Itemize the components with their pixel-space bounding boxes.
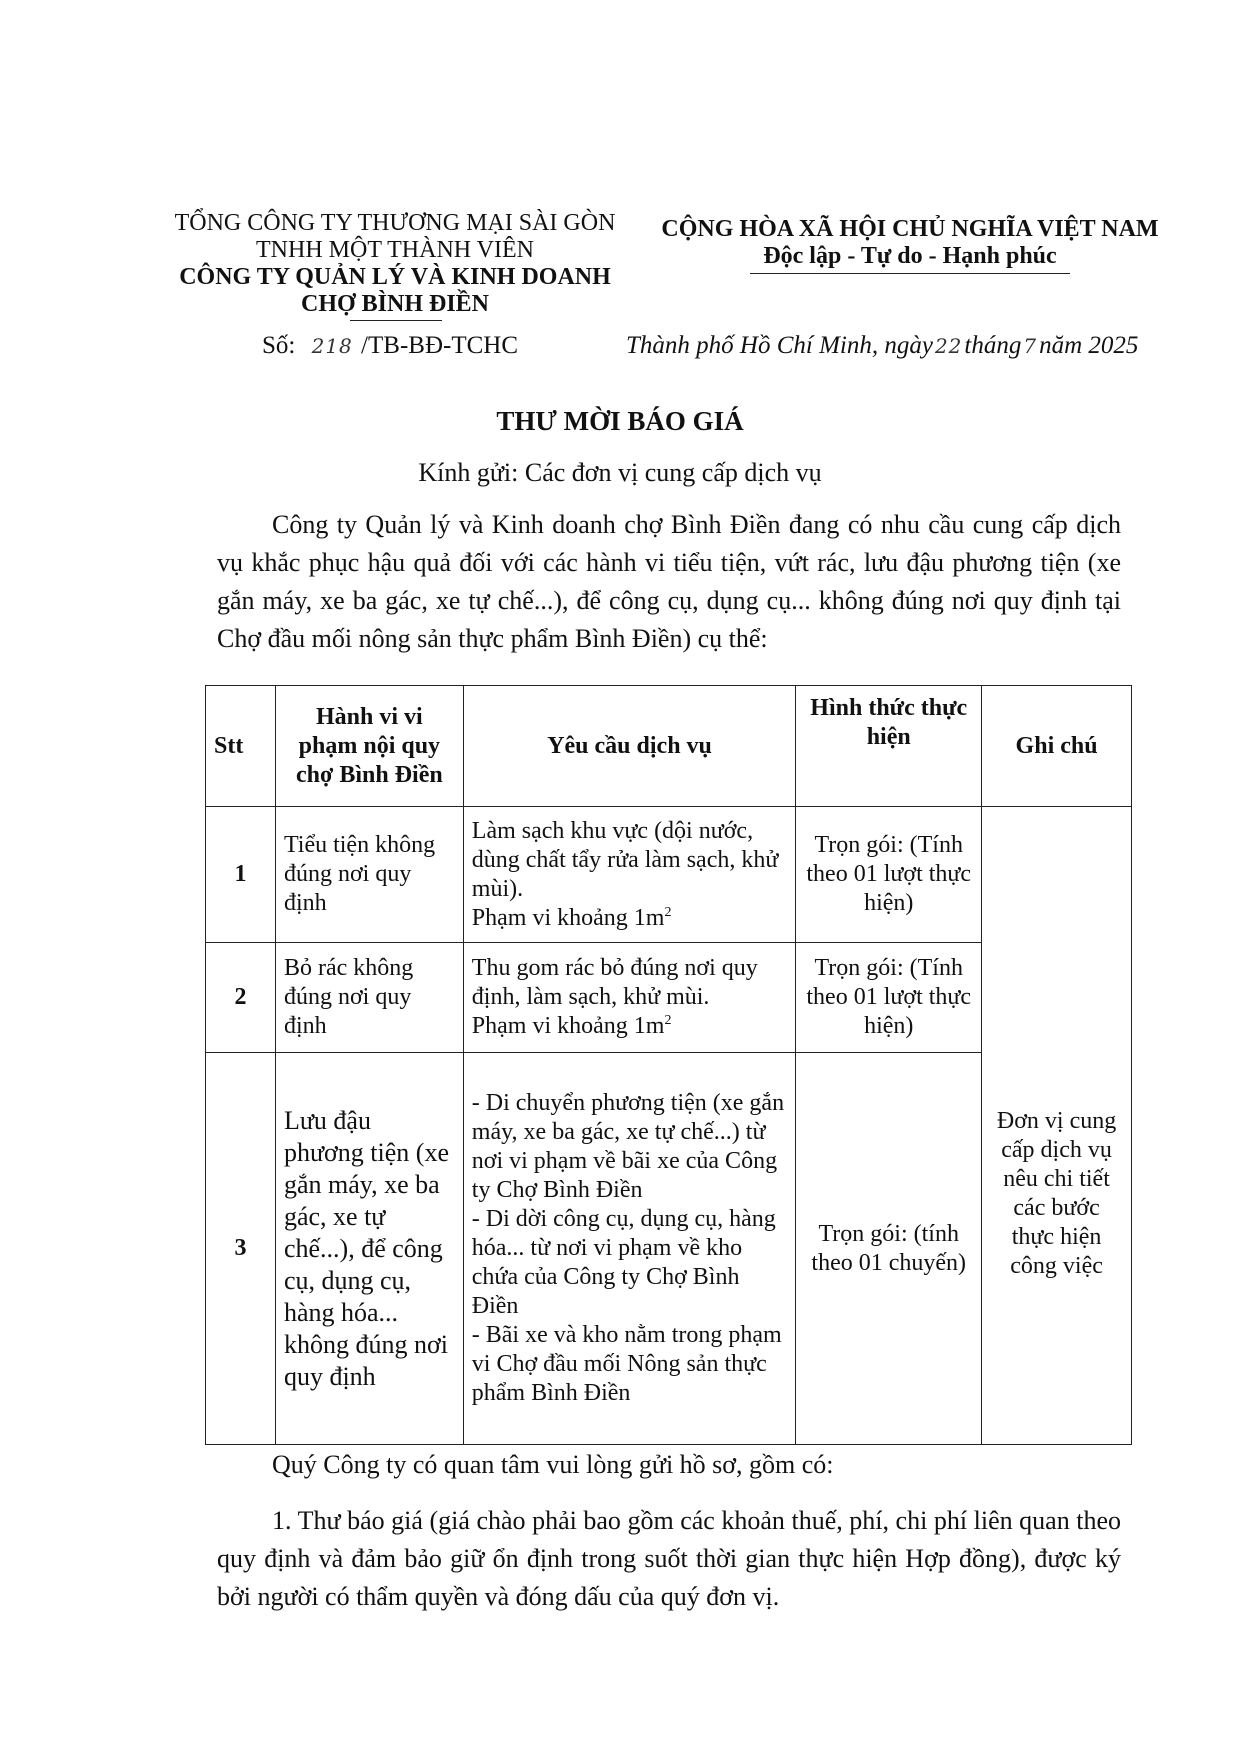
table-header-row xyxy=(206,686,1132,807)
col-header-behavior: Hành vi vi phạm nội quy chợ Bình Điền xyxy=(275,686,463,807)
org-line-2: TNHH MỘT THÀNH VIÊN xyxy=(256,237,534,263)
date-month: 7 xyxy=(1023,334,1038,358)
so-suffix: /TB-BĐ-TCHC xyxy=(361,332,518,359)
service-table xyxy=(205,685,1132,1445)
row-3-stt: 3 xyxy=(206,1053,276,1445)
row-2-form: Trọn gói: (Tính theo 01 lượt thực hiện) xyxy=(796,943,982,1053)
col-header-requirement: Yêu cầu dịch vụ xyxy=(463,686,796,807)
motto-underline xyxy=(750,273,1070,274)
row-2-requirement xyxy=(463,943,796,1053)
row-2-behavior: Bỏ rác không đúng nơi quy định xyxy=(275,943,463,1053)
document-date xyxy=(626,332,1138,360)
document-number xyxy=(262,332,518,360)
row-2-requirement-text: Thu gom rác bỏ đúng nơi quy định, làm sạch, khử mùi. xyxy=(471,955,758,1010)
col-header-form: Hình thức thực hiện xyxy=(796,686,982,807)
row-3-form: Trọn gói: (tính theo 01 chuyến) xyxy=(796,1053,982,1445)
row-3-req-line-2: - Di dời công cụ, dụng cụ, hàng hóa... từ nơi vi phạm về kho chứa của Công ty Chợ Bình Điền xyxy=(471,1206,776,1319)
org-line-1: TỔNG CÔNG TY THƯƠNG MẠI SÀI GÒN xyxy=(174,210,616,236)
row-3-behavior: Lưu đậu phương tiện (xe gắn máy, xe ba gác, xe tự chế...), để công cụ, dụng cụ, hàng hóa... không đúng nơi quy định xyxy=(275,1053,463,1445)
org-line-4: CHỢ BÌNH ĐIỀN xyxy=(300,291,490,317)
nation-motto: Độc lập - Tự do - Hạnh phúc xyxy=(763,243,1057,269)
row-1-requirement-text: Làm sạch khu vực (dội nước, dùng chất tẩy rửa làm sạch, khử mùi). xyxy=(471,817,779,902)
date-month-word: tháng xyxy=(964,332,1022,359)
row-1-scope: Phạm vi khoảng $1m^2$ xyxy=(471,904,672,931)
date-day: 22 xyxy=(934,334,963,358)
issuing-org xyxy=(160,210,630,318)
greeting: Kính gửi: Các đơn vị cung cấp dịch vụ xyxy=(418,458,822,487)
requirement-item-1: 1. Thư báo giá (giá chào phải bao gồm các khoản thuế, phí, chi phí liên quan theo quy định và đảm bảo giữ ổn định trong suốt thời gian thực hiện Hợp đồng), được ký bởi người có thẩm quyền và đóng dấu của quý đơn vị. xyxy=(217,1506,1121,1611)
row-1-form: Trọn gói: (Tính theo 01 lượt thực hiện) xyxy=(796,807,982,943)
row-1-requirement xyxy=(463,807,796,943)
row-2-scope: Phạm vi khoảng $1m^2$ xyxy=(471,1013,672,1039)
row-1-stt: 1 xyxy=(206,807,276,943)
row-3-req-line-1: - Di chuyển phương tiện (xe gắn máy, xe ba gác, xe tự chế...) từ nơi vi phạm về bãi xe của Công ty Chợ Bình Điền xyxy=(471,1090,785,1203)
note-cell: Đơn vị cung cấp dịch vụ nêu chi tiết các bước thực hiện công việc xyxy=(982,807,1132,1445)
col-header-stt: Stt xyxy=(206,686,276,807)
row-2-stt: 2 xyxy=(206,943,276,1053)
row-3-requirement xyxy=(463,1053,796,1445)
document-title: THƯ MỜI BÁO GIÁ xyxy=(496,406,744,436)
date-year: năm 2025 xyxy=(1039,332,1139,359)
date-prefix: Thành phố Hồ Chí Minh, ngày xyxy=(626,332,933,359)
nation-title: CỘNG HÒA XÃ HỘI CHỦ NGHĨA VIỆT NAM xyxy=(661,216,1159,242)
so-number: 218 xyxy=(311,334,353,358)
row-3-req-line-3: - Bãi xe và kho nằm trong phạm vi Chợ đầu mối Nông sản thực phẩm Bình Điền xyxy=(471,1322,782,1406)
so-label: Số: xyxy=(262,332,296,359)
col-header-note: Ghi chú xyxy=(982,686,1132,807)
org-line-3: CÔNG TY QUẢN LÝ VÀ KINH DOANH xyxy=(179,264,611,290)
intro-paragraph: Công ty Quản lý và Kinh doanh chợ Bình Điền đang có nhu cầu cung cấp dịch vụ khắc phục hậu quả đối với các hành vi tiểu tiện, vứt rác, lưu đậu phương tiện (xe gắn máy, xe ba gác, xe tự chế...), để công cụ, dụng cụ... không đúng nơi quy định tại Chợ đầu mối nông sản thực phẩm Bình Điền) cụ thể: xyxy=(217,510,1121,653)
row-1-behavior: Tiểu tiện không đúng nơi quy định xyxy=(275,807,463,943)
table-row xyxy=(206,807,1132,943)
org-underline xyxy=(350,320,442,321)
after-table-text: Quý Công ty có quan tâm vui lòng gửi hồ sơ, gồm có: xyxy=(272,1450,834,1479)
